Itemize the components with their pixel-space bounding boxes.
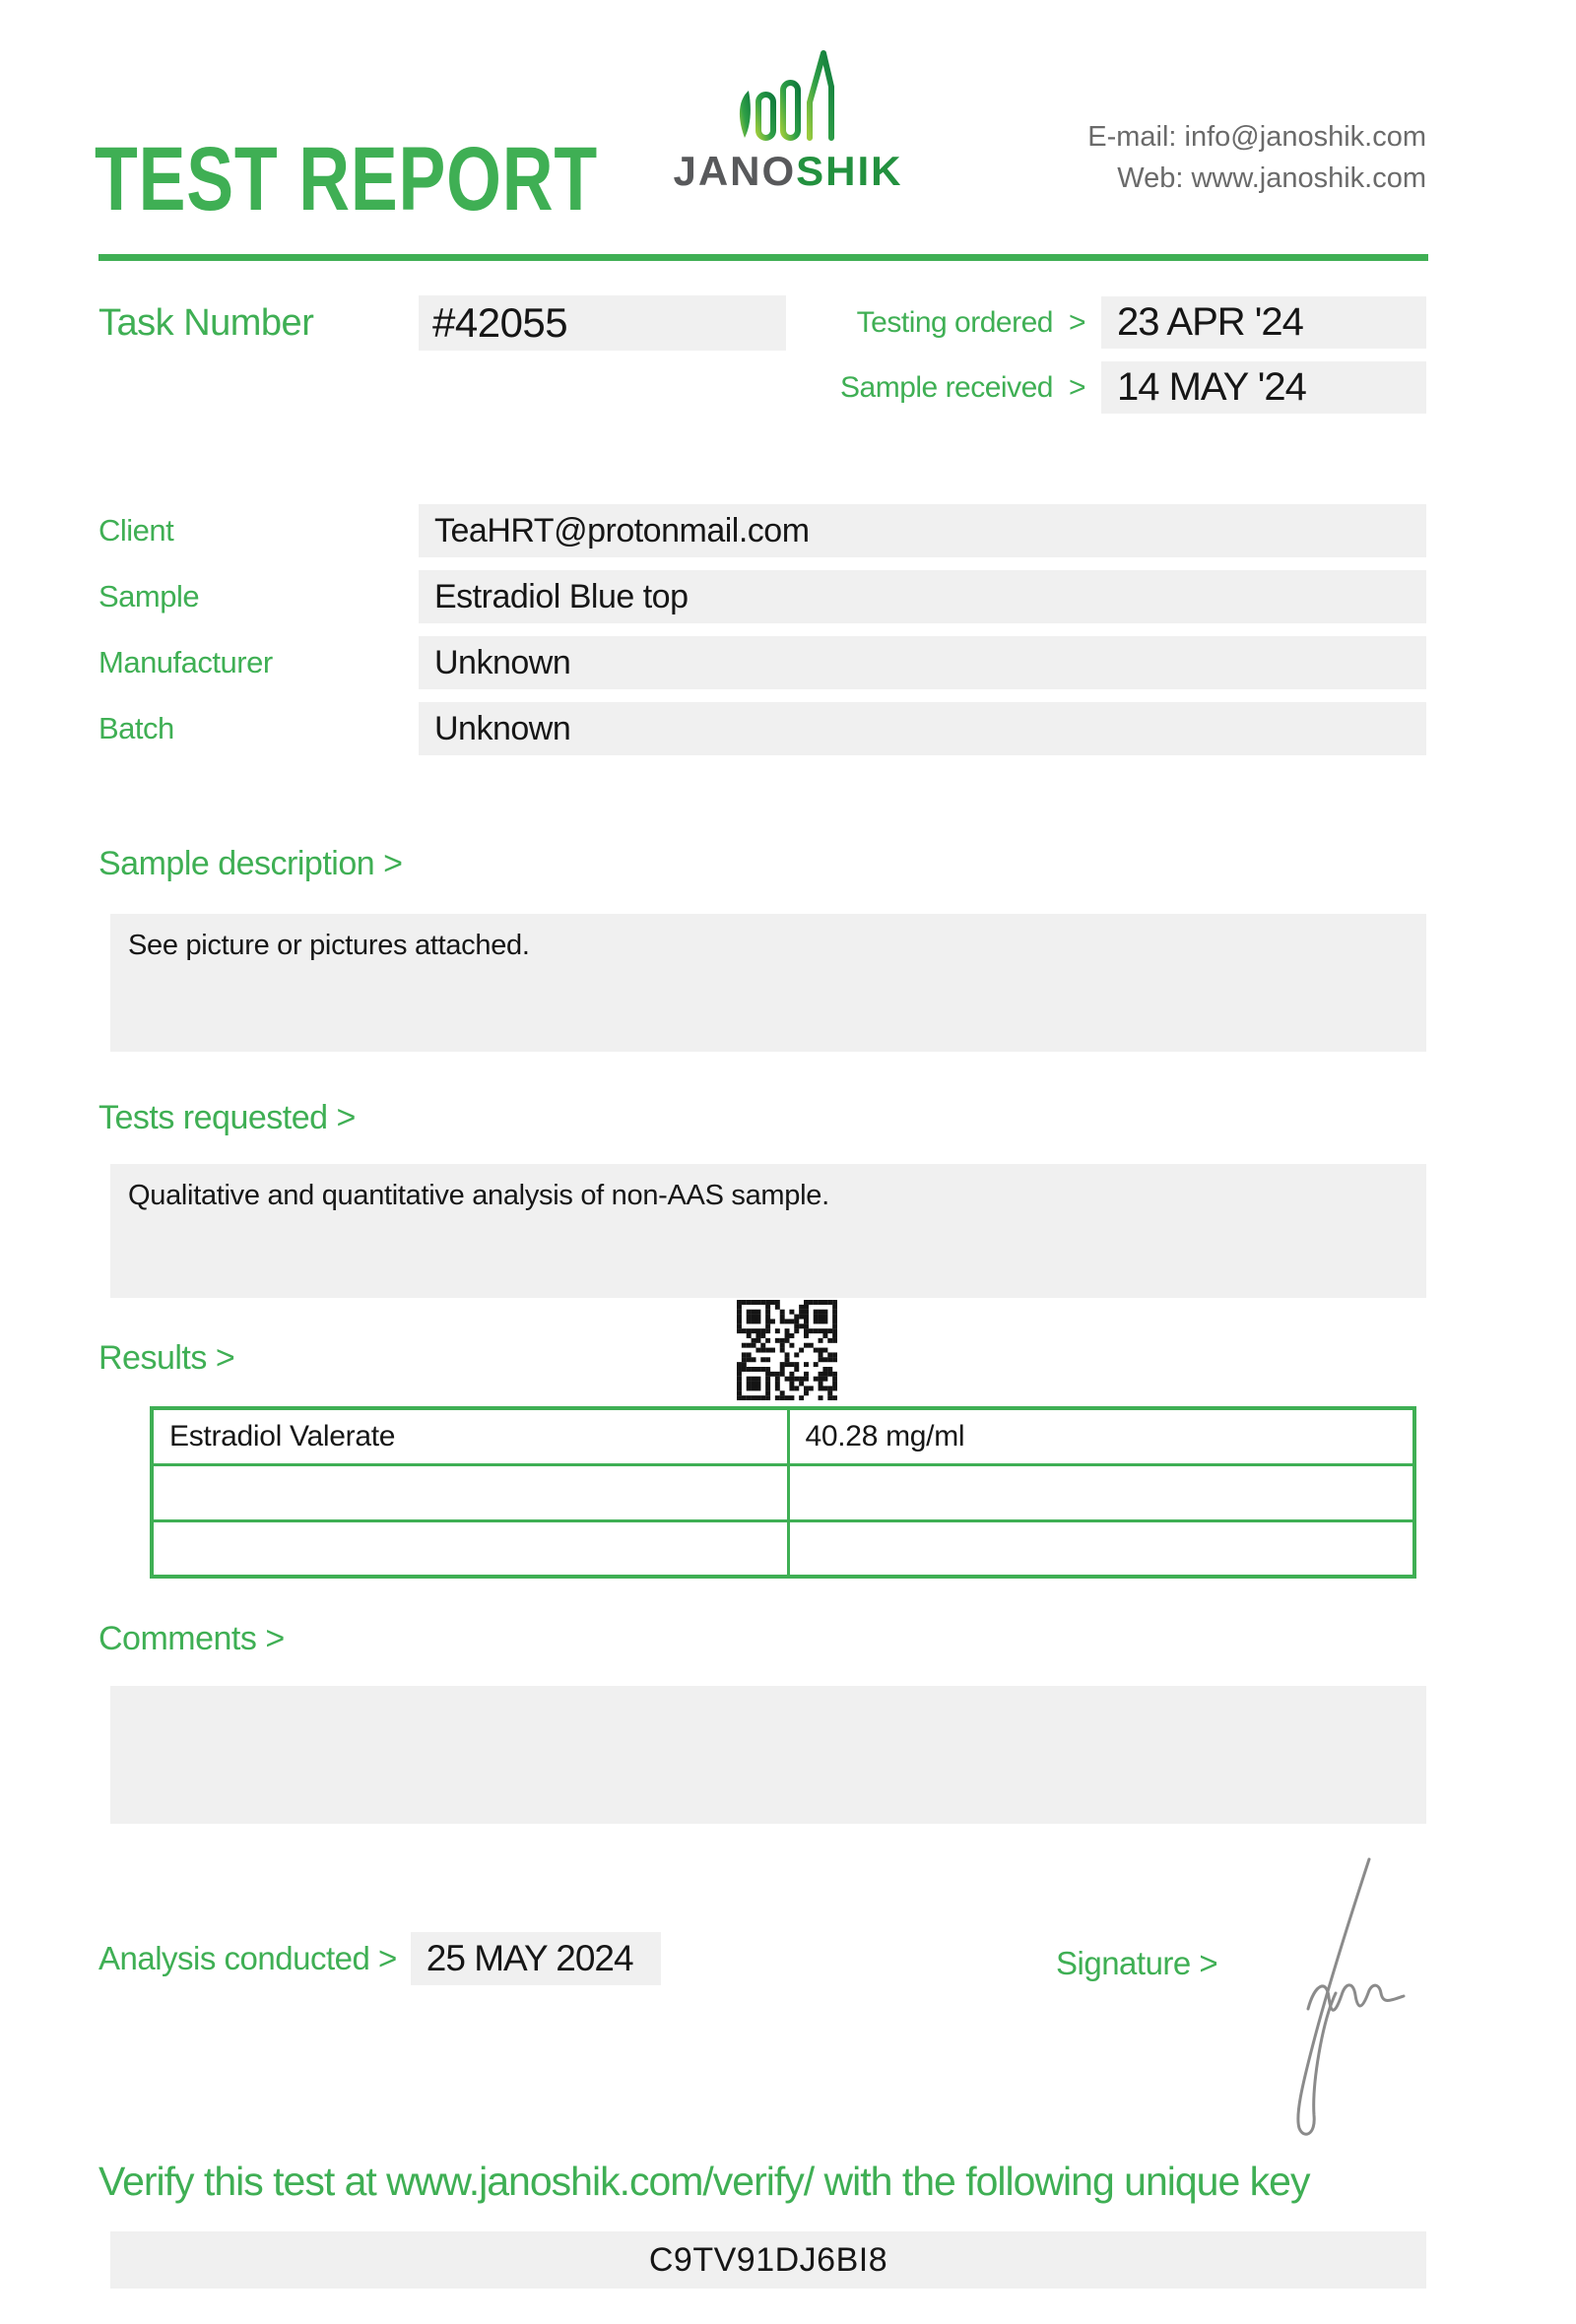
verify-instruction: Verify this test at www.janoshik.com/verify/ with the following unique key	[98, 2159, 1310, 2204]
signature-label: Signature >	[1056, 1945, 1218, 1981]
result-analyte	[152, 1464, 788, 1520]
testing-ordered-value: 23 APR '24	[1101, 296, 1426, 349]
manufacturer-value: Unknown	[419, 636, 1426, 689]
contact-email: E-mail: info@janoshik.com	[1087, 121, 1426, 153]
results-table	[150, 1406, 1416, 1579]
page-title: TEST REPORT	[95, 129, 598, 229]
qr-code	[737, 1300, 837, 1400]
sample-received-value: 14 MAY '24	[1101, 361, 1426, 414]
tests-requested-box: Qualitative and quantitative analysis of non-AAS sample.	[110, 1164, 1426, 1298]
sample-description-box: See picture or pictures attached.	[110, 914, 1426, 1052]
task-number-row	[98, 295, 786, 351]
comments-heading: Comments >	[98, 1620, 285, 1657]
logo-growth-icon	[729, 43, 847, 147]
result-value	[788, 1520, 1414, 1577]
sample-row	[98, 570, 1426, 623]
result-value: 40.28 mg/ml	[788, 1408, 1414, 1464]
testing-ordered-arrow: >	[1068, 305, 1085, 339]
batch-value: Unknown	[419, 702, 1426, 755]
result-row	[152, 1408, 1414, 1464]
client-row	[98, 504, 1426, 557]
comments-box	[110, 1686, 1426, 1824]
brand-wordmark-gray: JANO	[673, 148, 797, 194]
task-number-value: #42055	[419, 295, 786, 351]
analysis-conducted-value: 25 MAY 2024	[411, 1932, 661, 1985]
brand-logo	[630, 43, 946, 192]
batch-label: Batch	[98, 711, 174, 745]
result-row	[152, 1520, 1414, 1577]
tests-requested-heading: Tests requested >	[98, 1099, 356, 1136]
signature-image	[1251, 1849, 1409, 2145]
sample-info-block	[98, 504, 1426, 768]
sample-label: Sample	[98, 579, 200, 613]
result-analyte: Estradiol Valerate	[152, 1408, 788, 1464]
result-analyte	[152, 1520, 788, 1577]
brand-wordmark-green: SHIK	[796, 148, 903, 194]
results-heading: Results >	[98, 1339, 235, 1377]
analysis-conducted-row	[98, 1932, 661, 1985]
sample-value: Estradiol Blue top	[419, 570, 1426, 623]
testing-ordered-label: Testing ordered	[856, 305, 1053, 339]
manufacturer-label: Manufacturer	[98, 645, 273, 679]
analysis-conducted-label: Analysis conducted >	[98, 1940, 397, 1976]
manufacturer-row	[98, 636, 1426, 689]
client-value: TeaHRT@protonmail.com	[419, 504, 1426, 557]
dates-block	[840, 296, 1426, 414]
batch-row	[98, 702, 1426, 755]
header-divider	[98, 254, 1428, 261]
unique-key: C9TV91DJ6BI8	[110, 2231, 1426, 2289]
sample-description-heading: Sample description >	[98, 845, 403, 882]
sample-received-arrow: >	[1068, 370, 1085, 404]
result-row	[152, 1464, 1414, 1520]
contact-block	[1087, 116, 1426, 199]
brand-wordmark	[630, 148, 946, 194]
client-label: Client	[98, 513, 174, 548]
testing-ordered-row	[857, 296, 1426, 349]
sample-received-label: Sample received	[840, 370, 1053, 404]
sample-received-row	[840, 361, 1426, 414]
task-number-label: Task Number	[98, 301, 314, 344]
contact-web: Web: www.janoshik.com	[1117, 162, 1426, 195]
result-value	[788, 1464, 1414, 1520]
